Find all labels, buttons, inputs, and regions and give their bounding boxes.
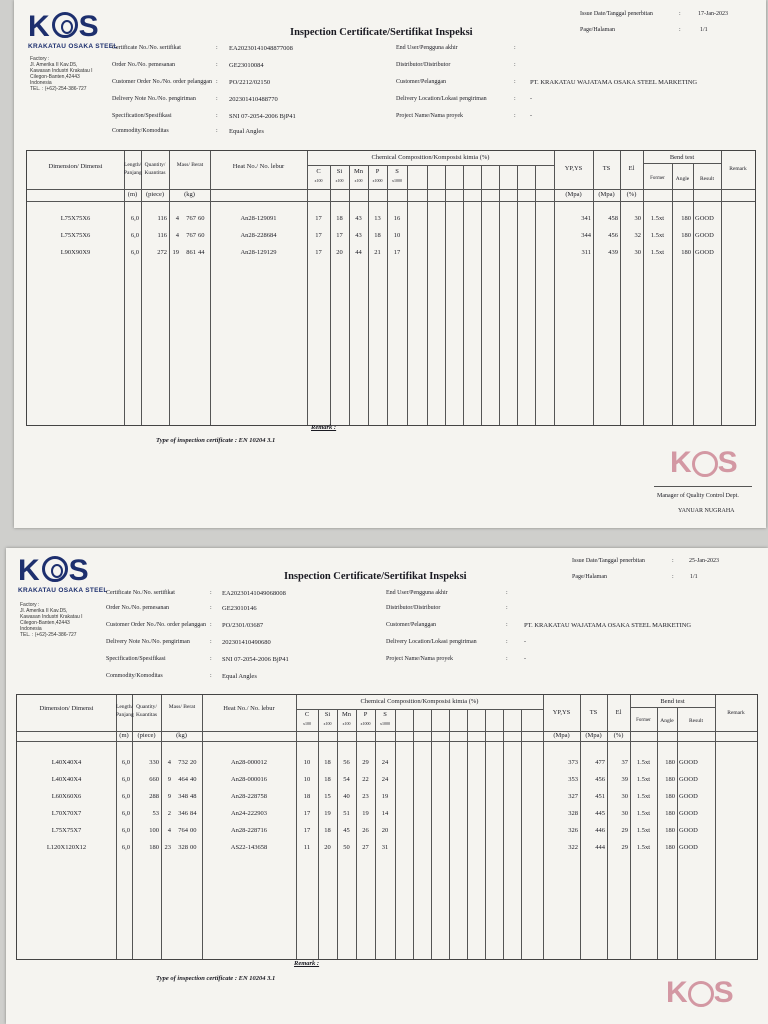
page-label: Page/Halaman <box>580 27 615 33</box>
certificate-title: Inspection Certificate/Sertifikat Inspeksi <box>290 27 473 38</box>
header-bend-test: Bend test <box>660 698 685 705</box>
inspection-type-note: Type of inspection certificate : EN 10204 3.1 <box>156 437 276 444</box>
table-row: L70X70X7 6,0 53 2 346 84 An24-222903 17 19 51 19 14 328 445 30 1.5xt 180 GOOD <box>51 810 698 817</box>
header-former: Former <box>650 176 665 181</box>
kos-stamp: K S <box>666 976 734 1009</box>
issue-date-label: Issue Date/Tanggal penerbitan <box>572 558 645 564</box>
mult-si: x100 <box>335 178 344 183</box>
manager-title: Manager of Quality Control Dept. <box>657 493 739 499</box>
order-no: GE23010146 <box>222 605 257 612</box>
certificate-title: Inspection Certificate/Sertifikat Inspeksi <box>284 571 467 582</box>
unit-length: (m) <box>127 191 138 198</box>
unit-yp: (Mpa) <box>565 191 582 198</box>
header-s: S <box>395 168 399 175</box>
mult-mn: x100 <box>354 178 363 183</box>
field-label: Commodity/Komoditas <box>112 128 169 134</box>
order-no: GE23010084 <box>229 62 264 69</box>
header-dimension: Dimension/ Dimensi <box>39 705 94 712</box>
table-row: L40X40X4 6,0 660 9 464 40 An28-000016 10 18 54 22 24 353 456 39 1.5xt 180 GOOD <box>51 776 698 783</box>
page-number: 1/1 <box>690 574 698 580</box>
customer-order-no: PO/2301/03687 <box>222 622 264 629</box>
field-label: Project Name/Nama proyek <box>386 656 453 662</box>
certificate-1: K S KRAKATAU OSAKA STEEL Factory : Jl. Amerika II Kav.D5, Kawasan Industri Krakatau I Cilegon-Banten,42443 Indonesia TEL. : (+62)-254-386-727 Inspection Certificate/Sertifikat Inspeksi Issue Date/Tanggal penerbitan : 17-Jan-2023 Page/Halaman : 1/1 Certificate No./No. sertifikat : EA20230141048877008 Order No./No. pemesanan : GE23010084 Customer Order No./No. order pelanggan : PO/2212/02150 Delivery Note No./No. pengiriman : 202301410488770 Specification/Spesifikasi : SNI 07-2054-2006 BjP41 Commodity/Komoditas : Equal Angles End User/Pengguna akhir : Distributor/Distributor : Customer/Pelanggan : PT. KRAKATAU WAJATAMA OSAKA STEEL MARKETING Delivery Location/Lokasi pengiriman : - Project Name/Nama proyek : - Dimension/ Dimensi Length/ Panjang Quantity/ Kuantitas Mass/ Berat Heat No./ No. lebur Chemical Composition/Komposisi kimia (%) C Si Mn P S x100 x100 x100 x1000 x1000 YP,YS TS El Bend test Former Angle Result Remark (m) (piece) (kg) (Mpa) (Mpa) (%) L75X75X6 6,0 116 4 767 60 An28-129091 17 18 43 13 16 341 458 30 1.5xt 180 GOOD L75X75X6 6,0 116 4 767 60 An28-228684 17 17 43 18 10 344 456 32 1.5xt 180 GOOD L90X90X9 6,0 272 19 861 44 An28-129129 17 20 44 21 17 311 439 30 1.5xt 180 GOOD Remark : Type of inspection certificate : EN 10204 3.1 K S Manager of Quality Control Dept. YANUAR NUGRAHA <box>14 0 766 528</box>
mult-s: x1000 <box>380 721 390 726</box>
unit-ts: (Mpa) <box>598 191 615 198</box>
unit-el: (%) <box>613 732 624 739</box>
kos-stamp: K S <box>670 446 738 479</box>
field-label: Certificate No./No. sertifikat <box>112 45 181 51</box>
header-si: Si <box>336 168 343 175</box>
field-label: Distributor/Distributor <box>386 605 441 611</box>
field-label: Project Name/Nama proyek <box>396 113 463 119</box>
customer-name: PT. KRAKATAU WAJATAMA OSAKA STEEL MARKETING <box>530 79 698 86</box>
header-yp: YP,YS <box>552 709 571 716</box>
header-c: C <box>316 168 321 175</box>
specification: SNI 07-2054-2006 BjP41 <box>222 656 289 663</box>
delivery-note-no: 202301410490680 <box>222 639 271 646</box>
page-number: 1/1 <box>700 27 708 33</box>
certificate-no: EA20230141048877008 <box>229 45 293 52</box>
issue-date: 17-Jan-2023 <box>698 11 728 17</box>
inspection-table <box>26 150 756 426</box>
mult-c: x100 <box>303 721 311 726</box>
header-heat-no: Heat No./ No. lebur <box>232 163 285 170</box>
inspection-table <box>16 694 758 960</box>
field-label: Customer Order No./No. order pelanggan <box>106 622 206 628</box>
unit-quantity: (piece) <box>145 191 165 198</box>
header-remark: Remark <box>729 166 747 172</box>
header-angle: Angle <box>660 718 674 724</box>
field-label: Delivery Note No./No. pengiriman <box>106 639 190 645</box>
delivery-note-no: 202301410488770 <box>229 96 278 103</box>
remark-label: Remark : <box>294 960 320 967</box>
field-label: Specification/Spesifikasi <box>106 656 166 662</box>
header-si: Si <box>324 711 331 718</box>
delivery-location: - <box>524 639 526 645</box>
signer-name: YANUAR NUGRAHA <box>678 508 735 514</box>
table-row: L75X75X6 6,0 116 4 767 60 An28-129091 17 18 43 13 16 341 458 30 1.5xt 180 GOOD <box>60 215 714 222</box>
field-label: Delivery Location/Lokasi pengiriman <box>386 639 477 645</box>
header-mass: Mass/ Berat <box>168 704 196 710</box>
header-heat-no: Heat No./ No. lebur <box>223 705 275 712</box>
header-remark: Remark <box>727 710 745 716</box>
mult-p: x1000 <box>372 178 383 183</box>
kos-logo: K S KRAKATAU OSAKA STEEL <box>28 10 118 50</box>
commodity: Equal Angles <box>222 673 257 680</box>
unit-el: (%) <box>626 191 637 198</box>
header-p: P <box>375 168 380 175</box>
page-label: Page/Halaman <box>572 574 607 580</box>
unit-mass: (kg) <box>176 732 187 739</box>
factory-address: Factory : Jl. Amerika II Kav.D5, Kawasan Industri Krakatau I Cilegon-Banten,42443 Indonesia TEL. : (+62)-254-386-727 <box>20 602 83 638</box>
mult-s: x1000 <box>392 178 402 183</box>
certificate-2: K S KRAKATAU OSAKA STEEL Factory : Jl. Amerika II Kav.D5, Kawasan Industri Krakatau I Cilegon-Banten,42443 Indonesia TEL. : (+62)-254-386-727 Inspection Certificate/Sertifikat Inspeksi Issue Date/Tanggal penerbitan : 25-Jan-2023 Page/Halaman : 1/1 Certificate No./No. sertifikat : EA20230141049068008 Order No./No. pemesanan : GE23010146 Customer Order No./No. order pelanggan : PO/2301/03687 Delivery Note No./No. pengiriman : 202301410490680 Specification/Spesifikasi : SNI 07-2054-2006 BjP41 Commodity/Komoditas : Equal Angles End User/Pengguna akhir : Distributor/Distributor : Customer/Pelanggan : PT. KRAKATAU WAJATAMA OSAKA STEEL MARKETING Delivery Location/Lokasi pengiriman : - Project Name/Nama proyek : - Dimension/ Dimensi Length/ Panjang Quantity/ Kuantitas Mass/ Berat Heat No./ No. lebur Chemical Composition/Komposisi kimia (%) C Si Mn P S x100 x100 x100 x1000 x1000 YP,YS TS El Bend test Former Angle Result Remark (m) (piece) (kg) (Mpa) (Mpa) (%) L40X40X4 6,0 330 4 732 20 An28-000012 10 18 56 29 24 373 477 37 1.5xt 180 GOOD L40X40X4 6,0 660 9 464 40 An28-000016 10 18 54 22 24 353 456 39 1.5xt 180 GOOD L60X60X6 6,0 288 9 348 48 An28-228758 18 15 40 23 19 327 451 30 1.5xt 180 GOOD L70X70X7 6,0 53 2 346 84 An24-222903 17 19 51 19 14 328 445 30 1.5xt 180 GOOD L75X75X7 6,0 100 4 764 00 An28-228716 17 18 45 26 20 326 446 29 1.5xt 180 GOOD L120X120X12 6,0 180 23 328 00 AS22-143658 11 20 50 27 31 322 444 29 1.5xt 180 GOOD Remark : Type of inspection certificate : EN 10204 3.1 K S <box>6 548 768 1024</box>
factory-address: Factory : Jl. Amerika II Kav.D5, Kawasan Industri Krakatau I Cilegon-Banten,42443 Indonesia TEL. : (+62)-254-386-727 <box>30 56 93 92</box>
header-length: Length/ Panjang <box>116 704 134 718</box>
header-el: El <box>628 165 635 172</box>
table-row: L75X75X7 6,0 100 4 764 00 An28-228716 17 18 45 26 20 326 446 29 1.5xt 180 GOOD <box>51 827 698 834</box>
field-label: Commodity/Komoditas <box>106 673 163 679</box>
header-yp: YP,YS <box>564 165 583 172</box>
remark-label: Remark : <box>311 424 337 431</box>
header-result: Result <box>688 718 704 724</box>
header-bend-test: Bend test <box>669 154 695 161</box>
header-chemical: Chemical Composition/Komposisi kimia (%) <box>360 698 479 705</box>
field-label: End User/Pengguna akhir <box>386 590 448 596</box>
header-length: Length/ Panjang <box>124 162 142 176</box>
table-row: L75X75X6 6,0 116 4 767 60 An28-228684 17 17 43 18 10 344 456 32 1.5xt 180 GOOD <box>60 232 714 239</box>
mult-si: x100 <box>323 721 332 726</box>
header-el: El <box>615 709 622 716</box>
unit-length: (m) <box>119 732 129 739</box>
mult-mn: x100 <box>342 721 351 726</box>
delivery-location: - <box>530 96 532 102</box>
field-label: Delivery Location/Lokasi pengiriman <box>396 96 487 102</box>
customer-order-no: PO/2212/02150 <box>229 79 271 86</box>
mult-c: x100 <box>314 178 323 183</box>
field-label: End User/Pengguna akhir <box>396 45 458 51</box>
field-label: Specification/Spesifikasi <box>112 113 172 119</box>
header-former: Former <box>636 718 651 723</box>
unit-ts: (Mpa) <box>585 732 602 739</box>
certificate-no: EA20230141049068008 <box>222 590 286 597</box>
header-c: C <box>304 711 310 718</box>
header-dimension: Dimension/ Dimensi <box>48 163 103 170</box>
field-label: Customer Order No./No. order pelanggan <box>112 79 212 85</box>
field-label: Delivery Note No./No. pengiriman <box>112 96 196 102</box>
table-row: L90X90X9 6,0 272 19 861 44 An28-129129 17 20 44 21 17 311 439 30 1.5xt 180 GOOD <box>60 249 714 256</box>
header-chemical: Chemical Composition/Komposisi kimia (%) <box>371 154 490 161</box>
specification: SNI 07-2054-2006 BjP41 <box>229 113 296 120</box>
project-name: - <box>524 656 526 662</box>
project-name: - <box>530 113 532 119</box>
header-result: Result <box>699 176 715 182</box>
customer-name: PT. KRAKATAU WAJATAMA OSAKA STEEL MARKETING <box>524 622 692 629</box>
table-row: L120X120X12 6,0 180 23 328 00 AS22-143658 11 20 50 27 31 322 444 29 1.5xt 180 GOOD <box>46 844 698 851</box>
kos-logo: K S KRAKATAU OSAKA STEEL <box>18 554 108 594</box>
mult-p: x1000 <box>360 721 371 726</box>
table-row: L40X40X4 6,0 330 4 732 20 An28-000012 10 18 56 29 24 373 477 37 1.5xt 180 GOOD <box>51 759 698 766</box>
header-angle: Angle <box>675 176 690 182</box>
issue-date-label: Issue Date/Tanggal penerbitan <box>580 11 653 17</box>
field-label: Order No./No. pemesanan <box>106 605 169 611</box>
table-row: L60X60X6 6,0 288 9 348 48 An28-228758 18 15 40 23 19 327 451 30 1.5xt 180 GOOD <box>51 793 698 800</box>
unit-mass: (kg) <box>184 191 195 198</box>
header-ts: TS <box>589 709 598 716</box>
unit-yp: (Mpa) <box>553 732 570 739</box>
header-mn: Mn <box>341 711 352 718</box>
header-mn: Mn <box>353 168 364 175</box>
field-label: Customer/Pelanggan <box>386 622 436 628</box>
header-ts: TS <box>602 165 611 172</box>
unit-quantity: (piece) <box>137 732 156 739</box>
field-label: Certificate No./No. sertifikat <box>106 590 175 596</box>
field-label: Order No./No. pemesanan <box>112 62 175 68</box>
header-quantity: Quantity/ Kuantitas <box>135 704 158 718</box>
field-label: Customer/Pelanggan <box>396 79 446 85</box>
header-p: P <box>363 711 368 718</box>
header-s: S <box>383 711 387 718</box>
commodity: Equal Angles <box>229 128 264 135</box>
issue-date: 25-Jan-2023 <box>689 558 719 564</box>
field-label: Distributor/Distributor <box>396 62 451 68</box>
inspection-type-note: Type of inspection certificate : EN 10204 3.1 <box>156 975 276 982</box>
header-mass: Mass/ Berat <box>176 162 204 168</box>
header-quantity: Quantity/ Kuantitas <box>144 162 166 176</box>
